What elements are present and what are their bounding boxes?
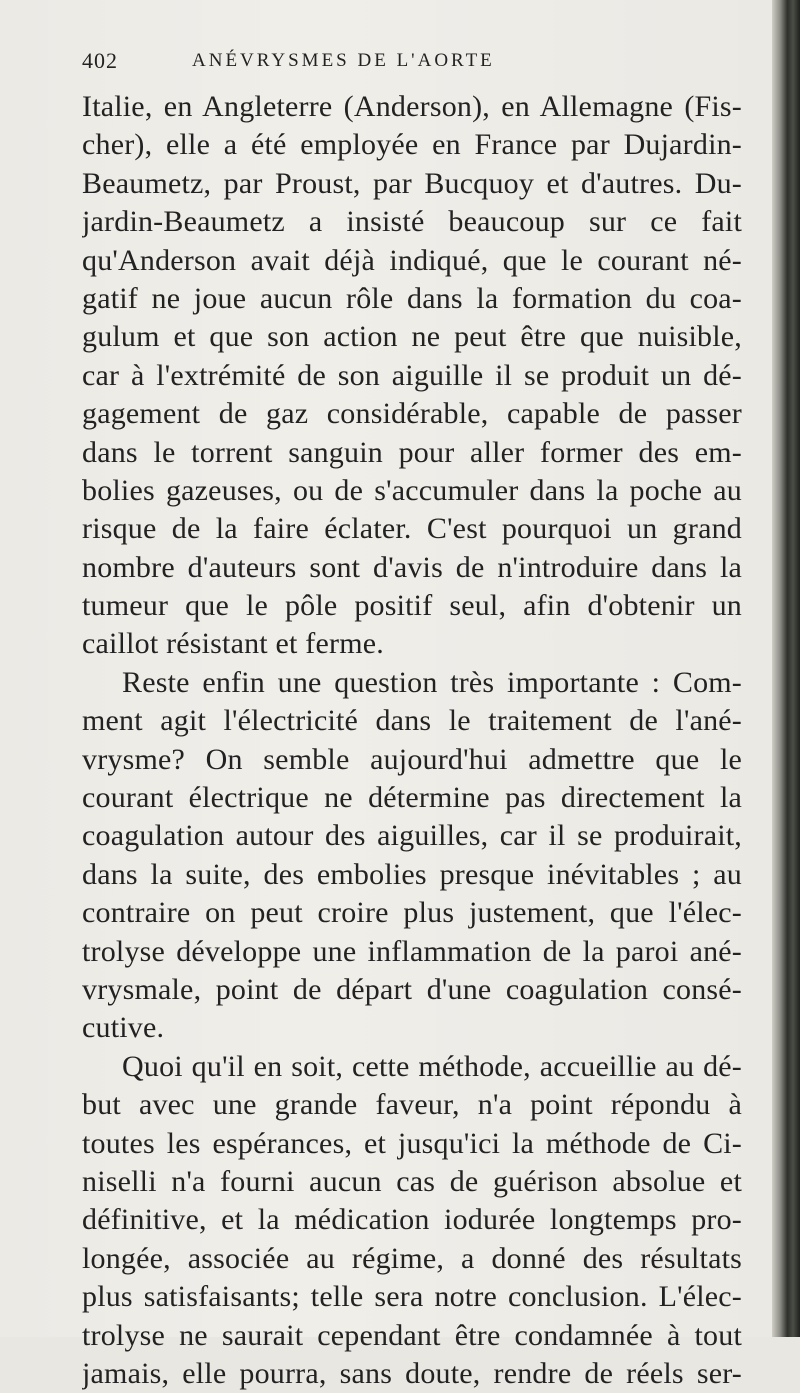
text-line: gagement de gaz considérable, capable de passer <box>82 397 742 431</box>
text-line: plus satisfaisants; telle sera notre conclusion. L'élec- <box>82 1280 742 1314</box>
text-line: niselli n'a fourni aucun cas de guérison absolue et <box>82 1164 742 1198</box>
text-line: courant électrique ne détermine pas directement la <box>82 781 742 815</box>
text-line: dans la suite, des embolies presque inévitables ; au <box>82 857 742 891</box>
text-line: coagulation autour des aiguilles, car il se produirait, <box>82 819 742 853</box>
text-line: dans le torrent sanguin pour aller former des em- <box>82 435 742 469</box>
text-line: car à l'extrémité de son aiguille il se produit un dé- <box>82 358 742 392</box>
text-line: cutive. <box>82 1011 165 1045</box>
text-line: contraire on peut croire plus justement, que l'élec- <box>82 896 742 930</box>
text-line: but avec une grande faveur, n'a point répondu à <box>82 1088 742 1122</box>
text-line: vrysme? On semble aujourd'hui admettre que le <box>82 742 742 776</box>
text-line: trolyse développe une inflammation de la paroi ané- <box>82 934 742 968</box>
text-line: risque de la faire éclater. C'est pourquoi un grand <box>82 512 742 546</box>
text-line: longée, associée au régime, a donné des résultats <box>82 1241 742 1275</box>
text-line: caillot résistant et ferme. <box>82 627 384 661</box>
text-line: tumeur que le pôle positif seul, afin d'obtenir un <box>82 589 742 623</box>
body-text <box>82 88 742 1393</box>
page-binding-edge <box>772 0 800 1337</box>
text-line: gatif ne joue aucun rôle dans la formation du coa- <box>82 281 742 315</box>
text-line: nombre d'auteurs sont d'avis de n'introduire dans la <box>82 550 742 584</box>
text-line: Beaumetz, par Proust, par Bucquoy et d'autres. Du- <box>82 166 742 200</box>
text-line: vrysmale, point de départ d'une coagulation consé- <box>82 972 742 1006</box>
text-line: Quoi qu'il en soit, cette méthode, accueillie au dé- <box>122 1049 742 1083</box>
text-line: toutes les espérances, et jusqu'ici la méthode de Ci- <box>82 1126 742 1160</box>
text-line: qu'Anderson avait déjà indiqué, que le courant né- <box>82 243 742 277</box>
text-line: gulum et que son action ne peut être que nuisible, <box>82 320 742 354</box>
text-line: bolies gazeuses, ou de s'accumuler dans la poche au <box>82 473 742 507</box>
running-title: ANÉVRYSMES DE L'AORTE <box>192 50 495 71</box>
text-line: cher), elle a été employée en France par Dujardin- <box>82 128 742 162</box>
text-line: définitive, et la médication iodurée longtemps pro- <box>82 1203 742 1237</box>
page-header <box>82 48 742 78</box>
text-line: Reste enfin une question très importante : Com- <box>122 665 742 699</box>
text-line: ment agit l'électricité dans le traitement de l'ané- <box>82 704 742 738</box>
text-line: jardin-Beaumetz a insisté beaucoup sur ce fait <box>82 205 742 239</box>
page-number: 402 <box>82 48 118 73</box>
text-line: jamais, elle pourra, sans doute, rendre de réels ser- <box>82 1356 742 1390</box>
text-line: trolyse ne saurait cependant être condamnée à tout <box>82 1318 742 1352</box>
text-line: Italie, en Angleterre (Anderson), en Allemagne (Fis- <box>82 90 742 123</box>
